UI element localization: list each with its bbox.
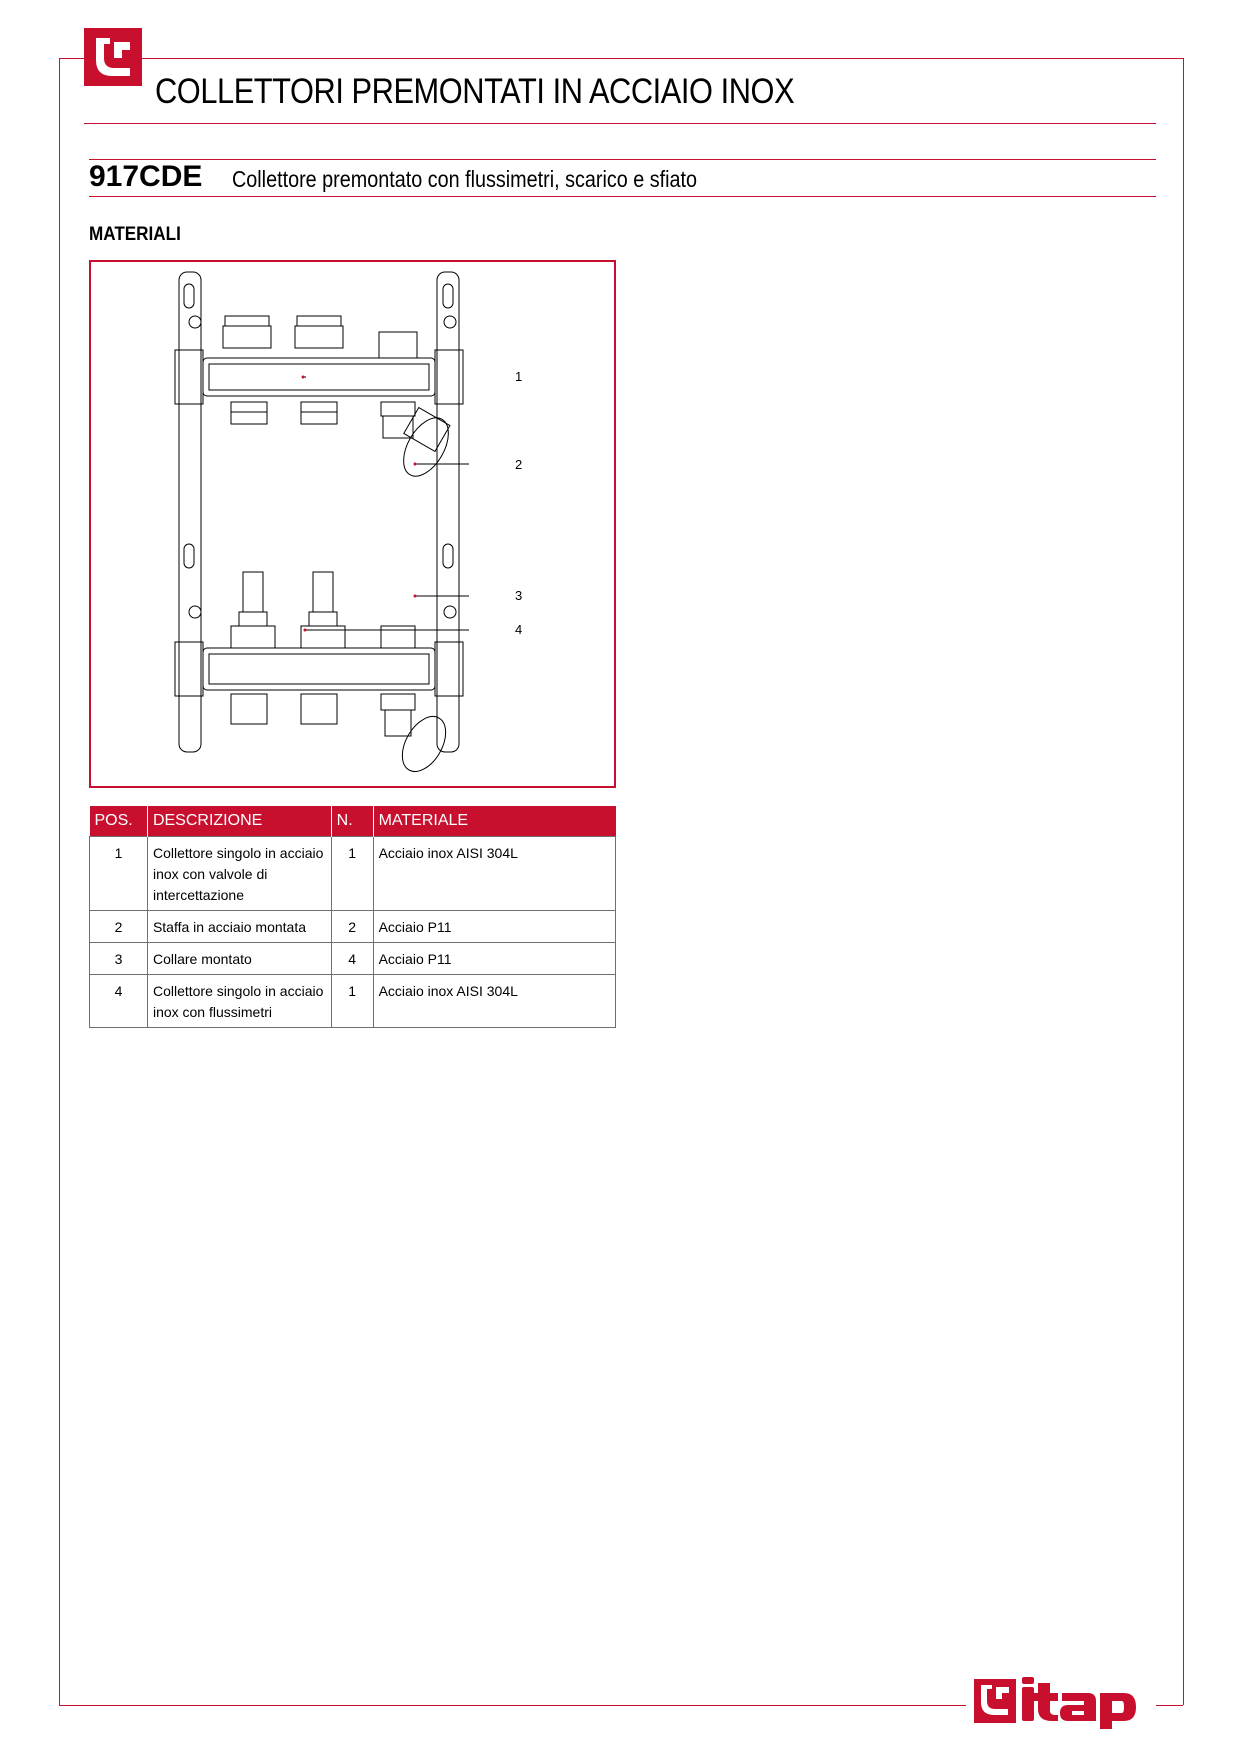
callout-3: 3 [515, 588, 523, 603]
cell-quantity: 2 [331, 911, 373, 943]
cell-pos: 4 [90, 975, 148, 1028]
table-row [90, 943, 616, 975]
cell-description: Staffa in acciaio montata [147, 911, 331, 943]
callout-4: 4 [515, 622, 523, 637]
product-code: 917CDE [89, 160, 203, 193]
table-header-row [90, 806, 616, 837]
manifold-drawing [89, 260, 616, 788]
page-frame-left [59, 58, 60, 1705]
table-row [90, 911, 616, 943]
itap-brand-logo-icon [972, 1675, 1150, 1736]
section-title: MATERIALI [89, 224, 181, 245]
title-rule [84, 123, 1156, 124]
manifold-drawing-svg [91, 262, 614, 786]
page-frame-right [1183, 58, 1184, 1705]
product-rule-bottom [89, 196, 1156, 197]
materials-table [89, 806, 616, 1028]
cell-description: Collettore singolo in acciaio inox con flussimetri [147, 975, 331, 1028]
cell-material: Acciaio inox AISI 304L [373, 837, 615, 911]
cell-material: Acciaio inox AISI 304L [373, 975, 615, 1028]
header-descrizione: DESCRIZIONE [147, 806, 331, 837]
page-frame-top [59, 58, 1183, 59]
cell-description: Collettore singolo in acciaio inox con valvole di intercettazione [147, 837, 331, 911]
cell-quantity: 1 [331, 975, 373, 1028]
page-title: COLLETTORI PREMONTATI IN ACCIAIO INOX [155, 72, 795, 111]
callout-1: 1 [515, 369, 523, 384]
product-rule-top [89, 159, 1156, 160]
cell-material: Acciaio P11 [373, 911, 615, 943]
cell-quantity: 4 [331, 943, 373, 975]
table-row [90, 975, 616, 1028]
cell-material: Acciaio P11 [373, 943, 615, 975]
header-pos: POS. [90, 806, 148, 837]
header-n: N. [331, 806, 373, 837]
callout-2: 2 [515, 457, 523, 472]
cell-pos: 2 [90, 911, 148, 943]
table-row [90, 837, 616, 911]
cell-pos: 3 [90, 943, 148, 975]
cell-quantity: 1 [331, 837, 373, 911]
product-description: Collettore premontato con flussimetri, scarico e sfiato [232, 166, 698, 192]
cell-pos: 1 [90, 837, 148, 911]
cell-description: Collare montato [147, 943, 331, 975]
header-materiale: MATERIALE [373, 806, 615, 837]
